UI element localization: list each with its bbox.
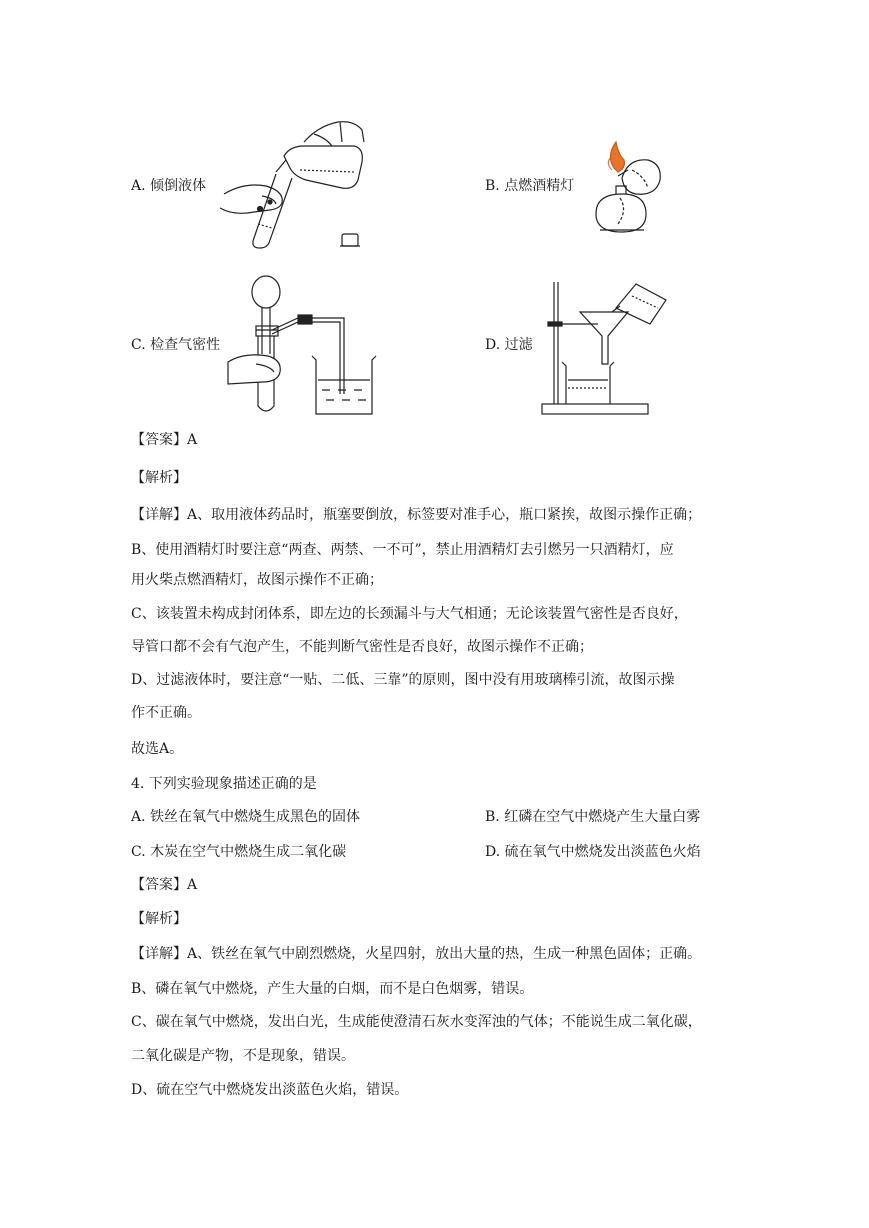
q3-detail-line: C、该装置未构成封闭体系，即左边的长颈漏斗与大气相通；无论该装置气密性是否良好，: [131, 606, 688, 622]
q3-detail-line: 用火柴点燃酒精灯，故图示操作不正确；: [131, 572, 383, 588]
q4-detail-line: 【详解】A、铁丝在氧气中剧烈燃烧，火星四射，放出大量的热，生成一种黑色固体；正确。: [131, 946, 702, 962]
option-b-label: B. 点燃酒精灯: [485, 178, 575, 194]
q3-detail-line: 导管口都不会有气泡产生，不能判断气密性是否良好，故图示操作不正确；: [131, 639, 593, 655]
q4-detail-line: C、碳在氧气中燃烧，发出白光，生成能使澄清石灰水变浑浊的气体；不能说生成二氧化碳，: [131, 1014, 702, 1030]
q3-detail-line: 作不正确。: [131, 705, 201, 721]
q4-analysis-heading: 【解析】: [131, 911, 187, 927]
q4-option-a: A. 铁丝在氧气中燃烧生成黑色的固体: [131, 809, 361, 825]
q3-detail-line: 【详解】A、取用液体药品时，瓶塞要倒放，标签要对准手心，瓶口紧挨，故图示操作正确；: [131, 507, 702, 523]
q3-conclusion: 故选A。: [131, 741, 184, 757]
q4-option-d: D. 硫在氧气中燃烧发出淡蓝色火焰: [485, 844, 701, 860]
filtration-figure: [540, 278, 672, 418]
option-c-label: C. 检查气密性: [131, 337, 221, 353]
q4-option-b: B. 红磷在空气中燃烧产生大量白雾: [485, 809, 701, 825]
lighting-alcohol-lamp-figure: [588, 140, 668, 240]
airtightness-check-figure: [226, 274, 376, 420]
q3-answer: 【答案】A: [131, 432, 198, 448]
q4-option-c: C. 木炭在空气中燃烧生成二氧化碳: [131, 844, 347, 860]
option-a-label: A. 倾倒液体: [131, 178, 207, 194]
option-d-label: D. 过滤: [485, 337, 533, 353]
q4-detail-line: D、硫在空气中燃烧发出淡蓝色火焰，错误。: [131, 1082, 409, 1098]
pouring-liquid-figure: [214, 112, 374, 252]
q4-stem: 4. 下列实验现象描述正确的是: [131, 776, 317, 792]
q4-detail-line: B、磷在氧气中燃烧，产生大量的白烟，而不是白色烟雾，错误。: [131, 981, 534, 997]
q3-analysis-heading: 【解析】: [131, 470, 187, 486]
q4-answer: 【答案】A: [131, 877, 198, 893]
q3-detail-line: D、过滤液体时，要注意“一贴、二低、三靠”的原则，图中没有用玻璃棒引流，故图示操: [131, 672, 675, 688]
q4-detail-line: 二氧化碳是产物，不是现象，错误。: [131, 1048, 355, 1064]
q3-detail-line: B、使用酒精灯时要注意“两查、两禁、一不可”，禁止用酒精灯去引燃另一只酒精灯，应: [131, 542, 674, 558]
